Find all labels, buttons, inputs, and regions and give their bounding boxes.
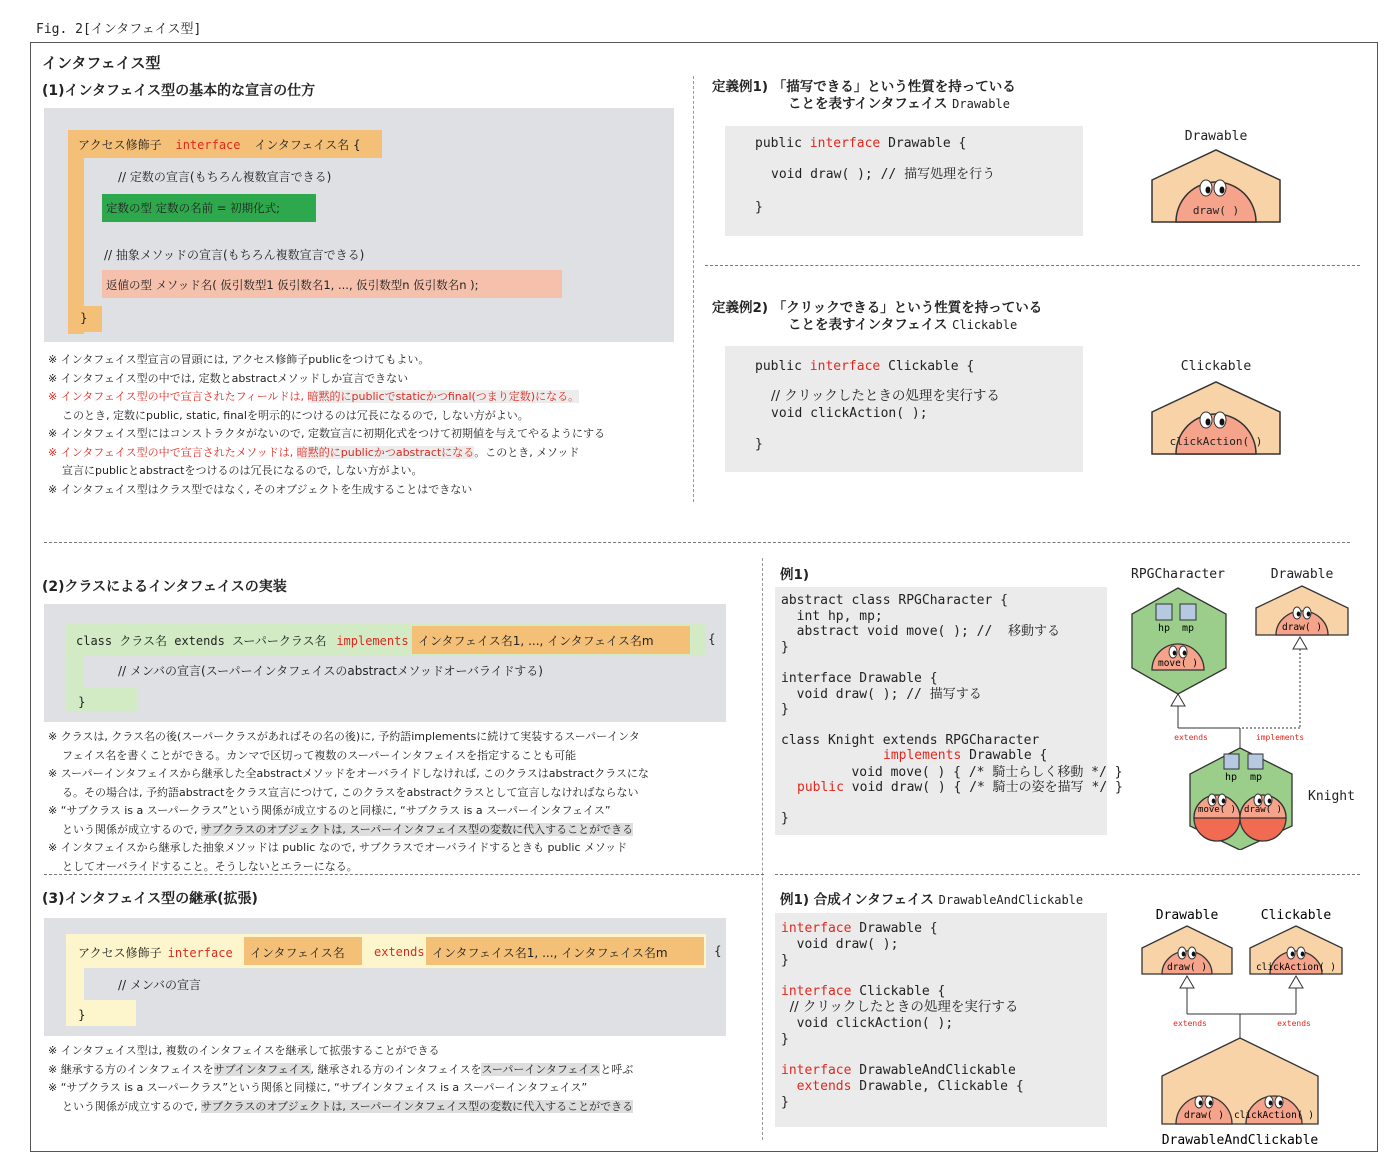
def2-code: public interface Clickable { // クリックしたときの処理を実行する void clickAction( ); } bbox=[725, 346, 1083, 472]
combined-interface-diagram bbox=[1130, 900, 1370, 1152]
section1-notes bbox=[48, 351, 605, 499]
code-line: void move( ) { /* 騎士らしく移動 */ } bbox=[781, 764, 1123, 780]
code-line: } bbox=[781, 639, 789, 655]
svg-text:clickAction( ): clickAction( ) bbox=[1233, 1110, 1315, 1121]
svg-text:draw( ): draw( ) bbox=[1166, 962, 1208, 973]
svg-text:extends: extends bbox=[1174, 733, 1208, 742]
svg-text:Clickable: Clickable bbox=[1260, 908, 1332, 923]
iface-brace: { bbox=[714, 944, 722, 958]
method-comment: // 抽象メソッドの宣言(もちろん複数宣言できる) bbox=[104, 248, 365, 262]
svg-text:Clickable: Clickable bbox=[1180, 359, 1252, 374]
note: ※ “サブクラス is a スーパークラス”という関係が成立するのと同様に, “サブクラス is a スーパーインタフェイス” bbox=[48, 804, 611, 817]
code-line bbox=[781, 655, 1122, 671]
iface-close: } bbox=[78, 1008, 86, 1022]
access-modifier: アクセス修飾子 bbox=[78, 138, 162, 152]
decl-left-bar bbox=[68, 130, 84, 334]
note: としてオーバライドすること。そうしないとエラーになる。 bbox=[62, 859, 358, 873]
note: ※ インタフェイス型にはコンストラクタがないので, 定数宣言に初期化式をつけて初期値を与えてやるようにする bbox=[48, 427, 606, 440]
drawable-diagram bbox=[1140, 120, 1300, 230]
ex2-code: interface Drawable { void draw( ); } interface Clickable { // クリックしたときの処理を実行する void clickAction( ); } interface DrawableAndClickable extends Drawable, Clickable { } bbox=[775, 913, 1107, 1127]
note: ※ インタフェイス型は, 複数のインタフェイスを継承して拡張することができる bbox=[48, 1044, 440, 1057]
code-line: abstract class RPGCharacter { bbox=[781, 593, 1008, 608]
svg-text:Drawable: Drawable bbox=[1184, 129, 1248, 144]
section2-syntax-box bbox=[44, 604, 726, 722]
note: ※ インタフェイス型宣言の冒頭には, アクセス修飾子publicをつけてもよい。 bbox=[48, 353, 430, 366]
main-title: インタフェイス型 bbox=[42, 54, 161, 72]
svg-text:extends: extends bbox=[1277, 1019, 1311, 1028]
iface-name: インタフェイス名 bbox=[250, 946, 345, 960]
note: という関係が成立するので, サブクラスのオブジェクトは, スーパーインタフェイス型の変数に代入することができる bbox=[62, 1099, 634, 1113]
section3-heading: (3)インタフェイス型の継承(拡張) bbox=[42, 891, 258, 907]
class-brace: { bbox=[708, 632, 716, 646]
member-comment: // メンバの宣言(スーパーインタフェイスのabstractメソッドオーバライドする) bbox=[118, 664, 543, 678]
svg-text:implements: implements bbox=[1255, 733, 1305, 742]
svg-text:Drawable: Drawable bbox=[1155, 908, 1219, 923]
svg-text:clickAction( ): clickAction( ) bbox=[1169, 435, 1263, 448]
svg-text:hp: hp bbox=[1224, 772, 1238, 783]
member-comment: // メンバの宣言 bbox=[118, 978, 202, 992]
extends-list: インタフェイス名1, ..., インタフェイス名m bbox=[432, 946, 668, 960]
divider-section-2 bbox=[44, 542, 1350, 543]
note: ※ 継承する方のインタフェイスをサブインタフェイス, 継承される方のインタフェイスをスーパーインタフェイスと呼ぶ bbox=[48, 1062, 634, 1076]
def1-title: 定義例1) 「描写できる」という性質を持っている ことを表すインタフェイス Drawable bbox=[712, 79, 1016, 112]
section3-syntax-box bbox=[44, 918, 726, 1036]
code-line: int hp, mp; bbox=[781, 608, 883, 624]
code-line: abstract void move( ); // 移動する bbox=[781, 624, 1060, 640]
code-line bbox=[781, 718, 1122, 734]
note: ※ インタフェイス型の中で宣言されたメソッドは, 暗黙的にpublicかつabstractになる。このとき, メソッド bbox=[48, 445, 580, 459]
svg-text:move( ): move( ) bbox=[1157, 658, 1199, 669]
svg-text:RPGCharacter: RPGCharacter bbox=[1131, 567, 1225, 582]
svg-text:draw( ): draw( ) bbox=[1183, 1110, 1225, 1121]
code-line bbox=[781, 796, 1122, 812]
interface-keyword: interface bbox=[175, 138, 241, 152]
code-line: } bbox=[781, 702, 789, 718]
svg-text:draw( ): draw( ) bbox=[1244, 805, 1282, 815]
svg-text:mp: mp bbox=[1249, 772, 1263, 783]
svg-text:Drawable: Drawable bbox=[1270, 567, 1334, 582]
ex1-title: 例1) bbox=[780, 567, 810, 583]
svg-text:hp: hp bbox=[1157, 623, 1171, 634]
svg-text:move( ): move( ) bbox=[1198, 805, 1236, 815]
class-close: } bbox=[78, 695, 86, 709]
clickable-diagram bbox=[1140, 350, 1300, 460]
svg-text:Knight: Knight bbox=[1308, 789, 1355, 804]
note: る。その場合は, 予約語abstractをクラス宣言につけて, このクラスをabstractクラスとして宣言しなければならない bbox=[62, 785, 639, 799]
divider-def bbox=[705, 265, 1360, 266]
decl-header bbox=[78, 136, 361, 153]
divider-vertical-bottom bbox=[762, 558, 763, 1140]
code-line: class Knight extends RPGCharacter bbox=[781, 733, 1040, 749]
decl-close: } bbox=[80, 311, 88, 325]
code-line: interface Drawable { bbox=[781, 670, 938, 686]
figure-title: Fig. 2[インタフェイス型] bbox=[36, 22, 202, 37]
svg-text:mp: mp bbox=[1181, 623, 1195, 634]
ex1-code: abstract class RPGCharacter { int hp, mp; abstract void move( ); // 移動する } interface Drawable { void draw( ); // 描写する } class Knight extends RPGCharacter void move( ) { /* 騎士らしく移動 */ } } implements Drawable { public void draw( ) { /* 騎士の姿を描写 */ } bbox=[775, 587, 1107, 835]
svg-text:extends: extends bbox=[1173, 1019, 1207, 1028]
note: フェイス名を書くことができる。カンマで区切って複数のスーパーインタフェイスを指定することも可能 bbox=[62, 748, 577, 762]
section2-notes bbox=[48, 728, 649, 876]
class-header: class クラス名 extends スーパークラス名 implements bbox=[76, 634, 409, 648]
def1-code: public interface Drawable { void draw( ); // 描写処理を行う } bbox=[725, 126, 1083, 236]
const-line: 定数の型 定数の名前 = 初期化式; bbox=[106, 201, 280, 215]
iface-close-bar bbox=[66, 1000, 136, 1026]
method-line: 返値の型 メソッド名( 仮引数型1 仮引数名1, ..., 仮引数型n 仮引数名n ); bbox=[106, 278, 479, 292]
interface-name: インタフェイス名 { bbox=[254, 138, 361, 152]
note: このとき, 定数にpublic, static, finalを明示的につけるのは冗長になるので, しない方がよい。 bbox=[62, 408, 529, 422]
section3-notes bbox=[48, 1042, 633, 1116]
section1-syntax-box bbox=[44, 108, 674, 342]
svg-text:clickAction( ): clickAction( ) bbox=[1255, 962, 1337, 973]
class-close-bar bbox=[66, 688, 138, 712]
section2-heading: (2)クラスによるインタフェイスの実装 bbox=[42, 579, 287, 595]
section1-heading: (1)インタフェイス型の基本的な宣言の仕方 bbox=[42, 83, 316, 99]
note: ※ インタフェイス型の中で宣言されたフィールドは, 暗黙的にpublicでstaticかつfinal(つまり定数)になる。 bbox=[48, 390, 580, 403]
divider-vertical-top bbox=[693, 76, 694, 502]
svg-text:DrawableAndClickable: DrawableAndClickable bbox=[1161, 1133, 1319, 1148]
extends-keyword: extends bbox=[374, 945, 425, 959]
code-line: } bbox=[781, 811, 789, 827]
const-comment: // 定数の宣言(もちろん複数宣言できる) bbox=[118, 170, 332, 184]
svg-text:draw( ): draw( ) bbox=[1281, 622, 1323, 633]
rpg-class-diagram bbox=[1120, 560, 1370, 850]
note: ※ インタフェイスから継承した抽象メソッドは public なので, サブクラスでオーバライドするときも public メソッド bbox=[48, 841, 628, 854]
iface-header: アクセス修飾子 interface bbox=[78, 946, 233, 960]
note: ※ “サブクラス is a スーパークラス”という関係と同様に, “サブインタフェイス is a スーパーインタフェイス” bbox=[48, 1081, 588, 1094]
code-line: void draw( ); // 描写する bbox=[781, 686, 982, 702]
ex2-title: 例1) 合成インタフェイス DrawableAndClickable bbox=[780, 892, 1084, 908]
note: ※ スーパーインタフェイスから継承した全abstractメソッドをオーバライドしなければ, このクラスはabstractクラスにな bbox=[48, 767, 649, 780]
note: ※ インタフェイス型はクラス型ではなく, そのオブジェクトを生成することはできない bbox=[48, 482, 473, 496]
note: ※ インタフェイス型の中では, 定数とabstractメソッドしか宣言できない bbox=[48, 371, 409, 385]
svg-text:draw( ): draw( ) bbox=[1192, 204, 1240, 217]
divider-ex2 bbox=[775, 874, 1360, 875]
def2-title: 定義例2) 「クリックできる」という性質を持っている ことを表すインタフェイス Clickable bbox=[712, 300, 1043, 333]
note: という関係が成立するので, サブクラスのオブジェクトは, スーパーインタフェイス型の変数に代入することができる bbox=[62, 822, 634, 836]
note: 宣言にpublicとabstractをつけるのは冗長になるので, しない方がよい。 bbox=[62, 464, 423, 477]
implements-list: インタフェイス名1, ..., インタフェイス名m bbox=[418, 634, 654, 648]
note: ※ クラスは, クラス名の後(スーパークラスがあればその名の後)に, 予約語implementsに続けて実装するスーパーインタ bbox=[48, 730, 640, 743]
